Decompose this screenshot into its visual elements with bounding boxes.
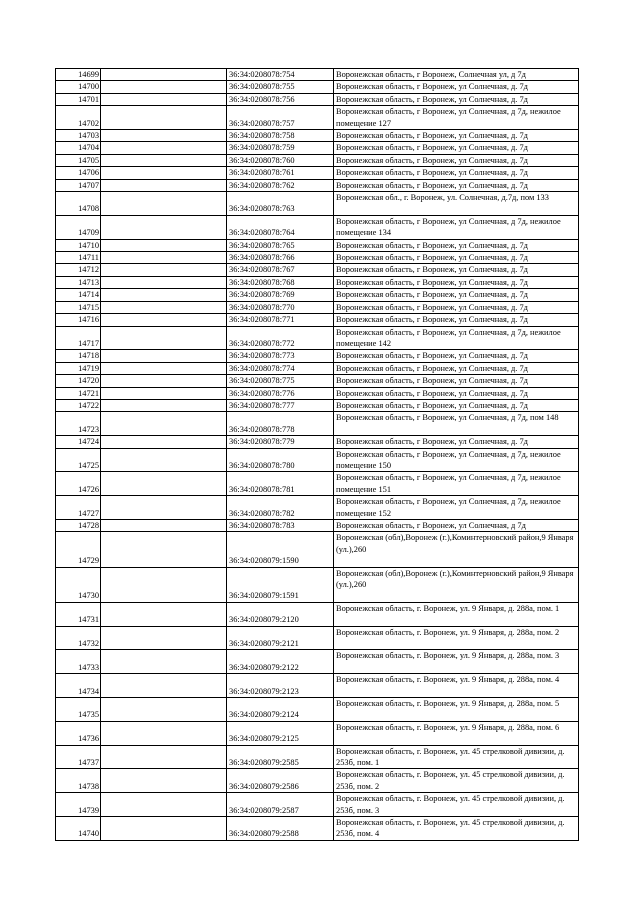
address-cell: Воронежская область, г Воронеж, ул Солнечная, д. 7д [334,252,579,264]
empty-cell [101,142,227,154]
address-cell: Воронежская (обл),Воронеж (г.),Коминтерновский район,9 Января (ул.),260 [334,567,579,602]
cadastral-number-cell: 36:34:0208079:1590 [227,532,334,567]
address-cell: Воронежская область, г Воронеж, ул Солнечная, д 7д [334,520,579,532]
table-row [56,301,579,313]
empty-cell [101,650,227,674]
cadastral-number-cell: 36:34:0208078:754 [227,69,334,81]
table-row [56,106,579,130]
empty-cell [101,154,227,166]
record-number-cell: 14715 [56,301,101,313]
cadastral-number-cell: 36:34:0208078:780 [227,448,334,472]
empty-cell [101,793,227,817]
empty-cell [101,436,227,448]
empty-cell [101,532,227,567]
record-number-cell: 14737 [56,745,101,769]
record-number-cell: 14734 [56,674,101,698]
address-cell: Воронежская область, г Воронеж, Солнечная ул, д 7д [334,69,579,81]
record-number-cell: 14739 [56,793,101,817]
cadastral-number-cell: 36:34:0208078:779 [227,436,334,448]
cadastral-number-cell: 36:34:0208078:764 [227,215,334,239]
record-number-cell: 14701 [56,93,101,105]
cadastral-number-cell: 36:34:0208078:767 [227,264,334,276]
address-cell: Воронежская область, г Воронеж, ул Солнечная, д. 7д [334,93,579,105]
table-row [56,69,579,81]
table-row [56,350,579,362]
empty-cell [101,130,227,142]
record-number-cell: 14709 [56,215,101,239]
record-number-cell: 14720 [56,375,101,387]
cadastral-number-cell: 36:34:0208078:765 [227,239,334,251]
empty-cell [101,215,227,239]
address-cell: Воронежская область, г. Воронеж, ул. 45 стрелковой дивизии, д. 253б, пом. 2 [334,769,579,793]
record-number-cell: 14727 [56,496,101,520]
cadastral-number-cell: 36:34:0208078:768 [227,276,334,288]
table-row [56,399,579,411]
cadastral-number-cell: 36:34:0208078:760 [227,154,334,166]
table-row [56,721,579,745]
table-row [56,264,579,276]
address-cell: Воронежская область, г. Воронеж, ул. 9 Января, д. 288а, пом. 5 [334,697,579,721]
empty-cell [101,350,227,362]
table-row [56,179,579,191]
address-cell: Воронежская область, г Воронеж, ул Солнечная, д. 7д [334,276,579,288]
record-number-cell: 14733 [56,650,101,674]
record-number-cell: 14723 [56,412,101,436]
record-number-cell: 14699 [56,69,101,81]
address-cell: Воронежская область, г. Воронеж, ул. 9 Января, д. 288а, пом. 1 [334,602,579,626]
cadastral-number-cell: 36:34:0208078:778 [227,412,334,436]
record-number-cell: 14730 [56,567,101,602]
address-cell: Воронежская область, г Воронеж, ул Солнечная, д 7д, нежилое помещение 142 [334,326,579,350]
record-number-cell: 14725 [56,448,101,472]
address-cell: Воронежская область, г Воронеж, ул Солнечная, д 7д, нежилое помещение 127 [334,106,579,130]
cadastral-number-cell: 36:34:0208079:2585 [227,745,334,769]
record-number-cell: 14732 [56,626,101,650]
record-number-cell: 14700 [56,81,101,93]
address-cell: Воронежская область, г Воронеж, ул Солнечная, д. 7д [334,179,579,191]
table-row [56,362,579,374]
table-row [56,142,579,154]
record-number-cell: 14711 [56,252,101,264]
table-row [56,520,579,532]
table-row [56,697,579,721]
empty-cell [101,602,227,626]
cadastral-number-cell: 36:34:0208078:763 [227,192,334,216]
cadastral-number-cell: 36:34:0208079:2123 [227,674,334,698]
table-row [56,650,579,674]
table-row [56,326,579,350]
address-cell: Воронежская область, г Воронеж, ул Солнечная, д. 7д [334,399,579,411]
table-row [56,745,579,769]
cadastral-number-cell: 36:34:0208078:771 [227,314,334,326]
record-number-cell: 14729 [56,532,101,567]
address-cell: Воронежская область, г Воронеж, ул Солнечная, д. 7д [334,314,579,326]
empty-cell [101,289,227,301]
table-row [56,817,579,841]
record-number-cell: 14726 [56,472,101,496]
empty-cell [101,179,227,191]
record-number-cell: 14706 [56,167,101,179]
cadastral-number-cell: 36:34:0208079:2120 [227,602,334,626]
address-cell: Воронежская область, г Воронеж, ул Солнечная, д 7д, нежилое помещение 151 [334,472,579,496]
address-cell: Воронежская область, г. Воронеж, ул. 9 Января, д. 288а, пом. 6 [334,721,579,745]
empty-cell [101,326,227,350]
document-page [55,68,578,841]
record-number-cell: 14719 [56,362,101,374]
record-number-cell: 14713 [56,276,101,288]
record-number-cell: 14718 [56,350,101,362]
empty-cell [101,276,227,288]
empty-cell [101,192,227,216]
empty-cell [101,496,227,520]
record-number-cell: 14721 [56,387,101,399]
record-number-cell: 14722 [56,399,101,411]
cadastral-number-cell: 36:34:0208078:757 [227,106,334,130]
table-row [56,93,579,105]
empty-cell [101,674,227,698]
record-number-cell: 14702 [56,106,101,130]
empty-cell [101,448,227,472]
record-number-cell: 14712 [56,264,101,276]
empty-cell [101,375,227,387]
address-cell: Воронежская область, г Воронеж, ул Солнечная, д. 7д [334,362,579,374]
address-cell: Воронежская область, г. Воронеж, ул. 9 Января, д. 288а, пом. 3 [334,650,579,674]
table-row [56,412,579,436]
table-row [56,154,579,166]
empty-cell [101,93,227,105]
empty-cell [101,567,227,602]
cadastral-number-cell: 36:34:0208078:782 [227,496,334,520]
empty-cell [101,314,227,326]
cadastral-number-cell: 36:34:0208078:761 [227,167,334,179]
address-cell: Воронежская область, г Воронеж, ул Солнечная, д. 7д [334,142,579,154]
table-row [56,276,579,288]
record-number-cell: 14735 [56,697,101,721]
cadastral-number-cell: 36:34:0208079:2125 [227,721,334,745]
empty-cell [101,239,227,251]
table-row [56,167,579,179]
address-cell: Воронежская (обл),Воронеж (г.),Коминтерновский район,9 Января (ул.),260 [334,532,579,567]
address-cell: Воронежская область, г Воронеж, ул Солнечная, д. 7д [334,375,579,387]
address-cell: Воронежская область, г Воронеж, ул Солнечная, д. 7д [334,264,579,276]
address-cell: Воронежская область, г Воронеж, ул Солнечная, д. 7д [334,350,579,362]
cadastral-number-cell: 36:34:0208078:774 [227,362,334,374]
cadastral-number-cell: 36:34:0208078:775 [227,375,334,387]
table-row [56,375,579,387]
registry-table-body [56,69,579,841]
record-number-cell: 14708 [56,192,101,216]
cadastral-number-cell: 36:34:0208079:2588 [227,817,334,841]
address-cell: Воронежская область, г Воронеж, ул Солнечная, д 7д, нежилое помещение 152 [334,496,579,520]
cadastral-number-cell: 36:34:0208078:772 [227,326,334,350]
address-cell: Воронежская область, г Воронеж, ул Солнечная, д. 7д [334,167,579,179]
address-cell: Воронежская область, г Воронеж, ул Солнечная, д. 7д [334,387,579,399]
address-cell: Воронежская область, г Воронеж, ул Солнечная, д 7д, нежилое помещение 150 [334,448,579,472]
empty-cell [101,252,227,264]
table-row [56,289,579,301]
address-cell: Воронежская область, г Воронеж, ул Солнечная, д 7д, нежилое помещение 134 [334,215,579,239]
cadastral-number-cell: 36:34:0208078:770 [227,301,334,313]
table-row [56,130,579,142]
table-row [56,602,579,626]
empty-cell [101,387,227,399]
table-row [56,81,579,93]
address-cell: Воронежская область, г Воронеж, ул Солнечная, д. 7д [334,289,579,301]
cadastral-number-cell: 36:34:0208079:2124 [227,697,334,721]
empty-cell [101,817,227,841]
empty-cell [101,81,227,93]
cadastral-number-cell: 36:34:0208078:755 [227,81,334,93]
cadastral-number-cell: 36:34:0208078:781 [227,472,334,496]
address-cell: Воронежская область, г Воронеж, ул Солнечная, д. 7д [334,130,579,142]
address-cell: Воронежская обл., г. Воронеж, ул. Солнечная, д.7д, пом 133 [334,192,579,216]
empty-cell [101,721,227,745]
record-number-cell: 14717 [56,326,101,350]
address-cell: Воронежская область, г Воронеж, ул Солнечная, д. 7д [334,436,579,448]
record-number-cell: 14728 [56,520,101,532]
address-cell: Воронежская область, г Воронеж, ул Солнечная, д. 7д [334,239,579,251]
record-number-cell: 14704 [56,142,101,154]
empty-cell [101,399,227,411]
cadastral-number-cell: 36:34:0208079:2122 [227,650,334,674]
table-row [56,472,579,496]
cadastral-number-cell: 36:34:0208078:762 [227,179,334,191]
empty-cell [101,626,227,650]
table-row [56,387,579,399]
table-row [56,626,579,650]
address-cell: Воронежская область, г. Воронеж, ул. 9 Января, д. 288а, пом. 2 [334,626,579,650]
cadastral-number-cell: 36:34:0208078:756 [227,93,334,105]
table-row [56,215,579,239]
address-cell: Воронежская область, г Воронеж, ул Солнечная, д. 7д [334,81,579,93]
cadastral-number-cell: 36:34:0208078:759 [227,142,334,154]
property-registry-table [55,68,579,841]
empty-cell [101,106,227,130]
empty-cell [101,745,227,769]
table-row [56,567,579,602]
record-number-cell: 14705 [56,154,101,166]
table-row [56,436,579,448]
record-number-cell: 14738 [56,769,101,793]
cadastral-number-cell: 36:34:0208078:758 [227,130,334,142]
cadastral-number-cell: 36:34:0208078:776 [227,387,334,399]
record-number-cell: 14714 [56,289,101,301]
table-row [56,769,579,793]
record-number-cell: 14724 [56,436,101,448]
address-cell: Воронежская область, г. Воронеж, ул. 45 стрелковой дивизии, д. 253б, пом. 4 [334,817,579,841]
table-row [56,793,579,817]
table-row [56,448,579,472]
cadastral-number-cell: 36:34:0208078:777 [227,399,334,411]
record-number-cell: 14716 [56,314,101,326]
table-row [56,252,579,264]
table-row [56,239,579,251]
table-row [56,532,579,567]
cadastral-number-cell: 36:34:0208078:773 [227,350,334,362]
cadastral-number-cell: 36:34:0208079:2121 [227,626,334,650]
cadastral-number-cell: 36:34:0208079:2587 [227,793,334,817]
empty-cell [101,167,227,179]
cadastral-number-cell: 36:34:0208078:769 [227,289,334,301]
empty-cell [101,412,227,436]
empty-cell [101,697,227,721]
record-number-cell: 14731 [56,602,101,626]
table-row [56,314,579,326]
empty-cell [101,520,227,532]
address-cell: Воронежская область, г Воронеж, ул Солнечная, д. 7д [334,154,579,166]
address-cell: Воронежская область, г. Воронеж, ул. 9 Января, д. 288а, пом. 4 [334,674,579,698]
table-row [56,496,579,520]
record-number-cell: 14703 [56,130,101,142]
cadastral-number-cell: 36:34:0208078:783 [227,520,334,532]
empty-cell [101,472,227,496]
record-number-cell: 14707 [56,179,101,191]
address-cell: Воронежская область, г Воронеж, ул Солнечная, д 7д, пом 148 [334,412,579,436]
address-cell: Воронежская область, г Воронеж, ул Солнечная, д. 7д [334,301,579,313]
empty-cell [101,362,227,374]
address-cell: Воронежская область, г. Воронеж, ул. 45 стрелковой дивизии, д. 253б, пом. 1 [334,745,579,769]
record-number-cell: 14736 [56,721,101,745]
address-cell: Воронежская область, г. Воронеж, ул. 45 стрелковой дивизии, д. 253б, пом. 3 [334,793,579,817]
cadastral-number-cell: 36:34:0208078:766 [227,252,334,264]
cadastral-number-cell: 36:34:0208079:2586 [227,769,334,793]
table-row [56,674,579,698]
table-row [56,192,579,216]
empty-cell [101,264,227,276]
record-number-cell: 14710 [56,239,101,251]
empty-cell [101,69,227,81]
record-number-cell: 14740 [56,817,101,841]
empty-cell [101,301,227,313]
cadastral-number-cell: 36:34:0208079:1591 [227,567,334,602]
empty-cell [101,769,227,793]
